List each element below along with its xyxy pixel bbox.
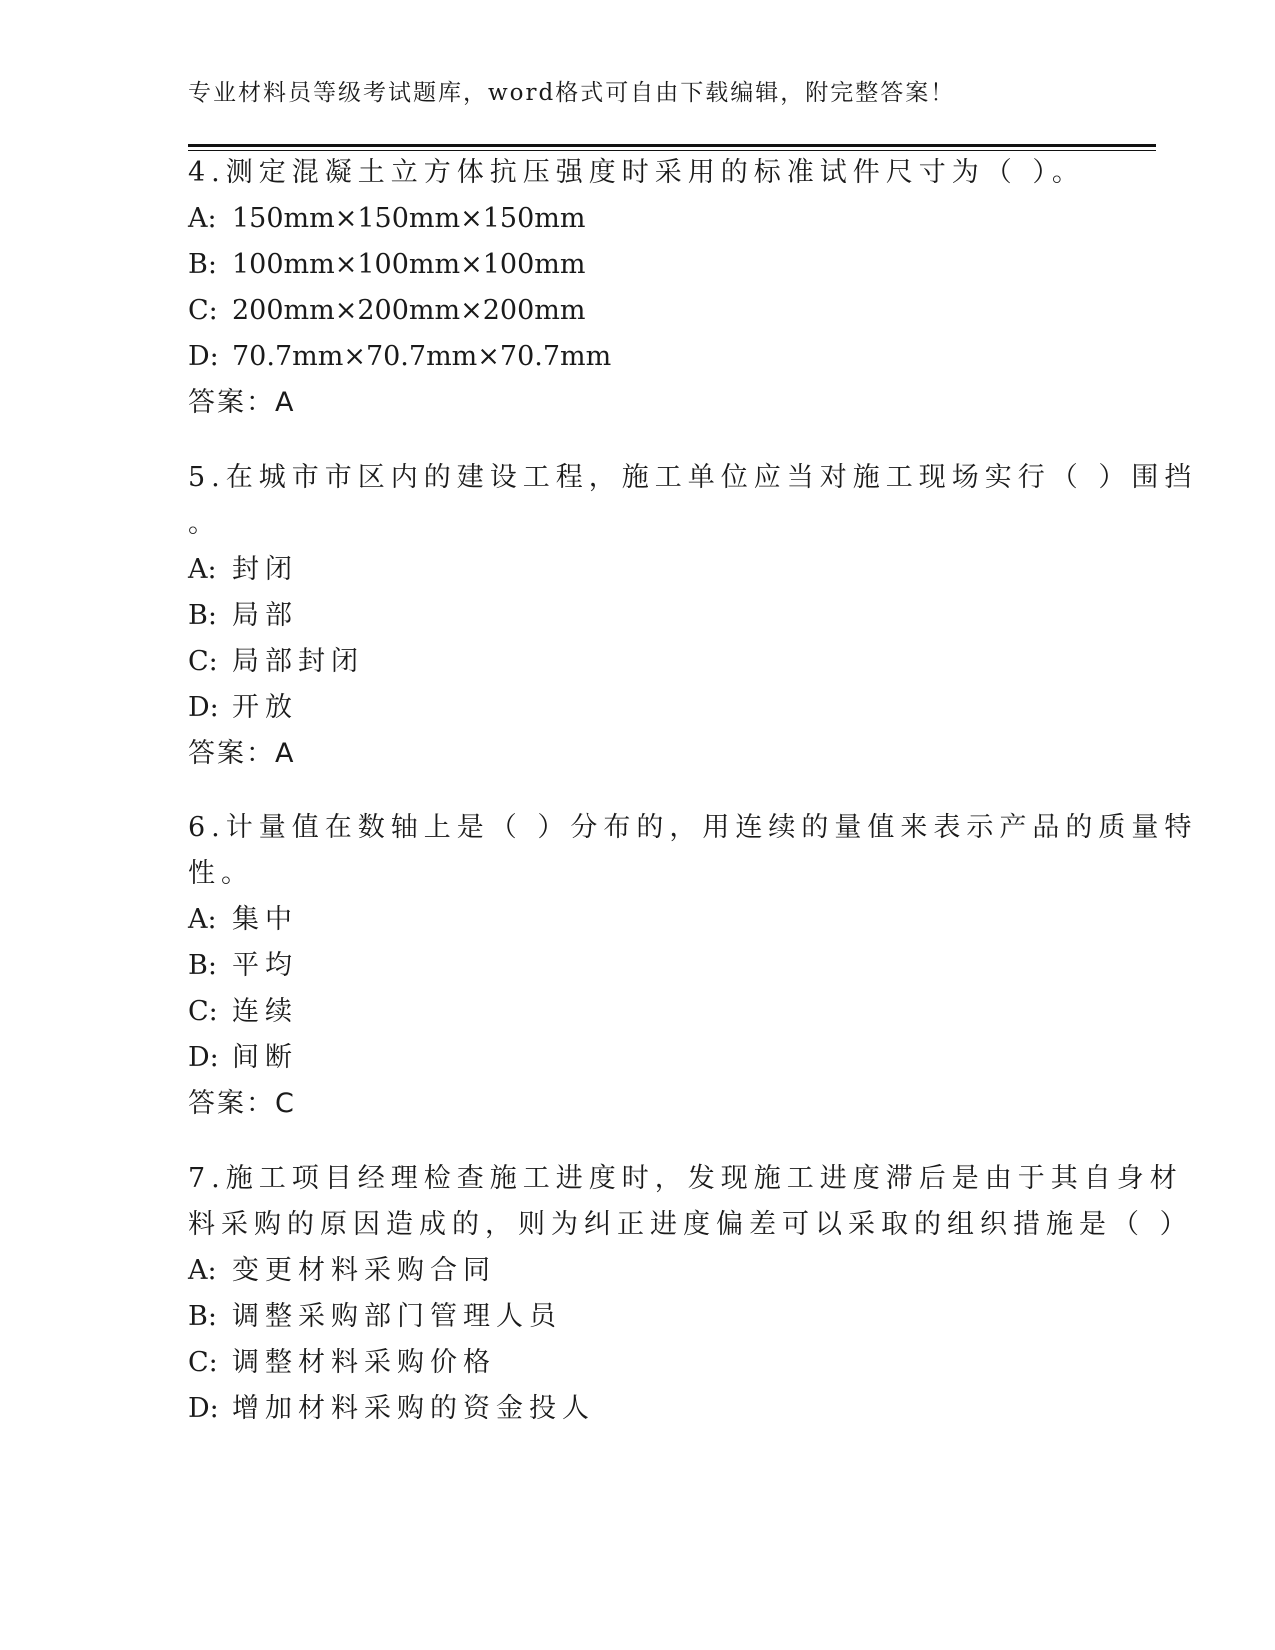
question-stem-continued: 料采购的原因造成的，则为纠正进度偏差可以采取的组织措施是（ ） bbox=[188, 1209, 1193, 1240]
question-stem-continued: 。 bbox=[188, 508, 221, 539]
question-stem: 4.测定混凝土立方体抗压强度时采用的标准试件尺寸为（ ）。 bbox=[188, 157, 1085, 188]
option-letter: B: bbox=[188, 600, 217, 631]
answer-label: 答案： bbox=[188, 738, 275, 769]
option-text: 局部 bbox=[232, 600, 298, 631]
option-text: 100mm×100mm×100mm bbox=[232, 249, 586, 280]
option-text: 开放 bbox=[232, 692, 298, 723]
option-b bbox=[188, 1294, 1088, 1340]
answer-label: 答案： bbox=[188, 1088, 275, 1119]
option-text: 增加材料采购的资金投人 bbox=[232, 1393, 595, 1424]
option-c bbox=[188, 1340, 1088, 1386]
option-text: 150mm×150mm×150mm bbox=[232, 203, 586, 234]
option-d bbox=[188, 1035, 1088, 1081]
option-text: 集中 bbox=[232, 904, 298, 935]
option-text: 连续 bbox=[232, 996, 298, 1027]
question-stem: 6.计量值在数轴上是（ ）分布的，用连续的量值来表示产品的质量特 bbox=[188, 812, 1198, 843]
question-4 bbox=[188, 150, 1088, 426]
option-text: 调整材料采购价格 bbox=[232, 1347, 496, 1378]
option-text: 封闭 bbox=[232, 554, 298, 585]
option-letter: A: bbox=[188, 203, 217, 234]
option-text: 局部封闭 bbox=[232, 646, 364, 677]
option-text: 间断 bbox=[232, 1042, 298, 1073]
option-text: 200mm×200mm×200mm bbox=[232, 295, 586, 326]
question-stem: 7.施工项目经理检查施工进度时，发现施工进度滞后是由于其自身材 bbox=[188, 1163, 1183, 1194]
option-letter: D: bbox=[188, 1042, 219, 1073]
option-letter: B: bbox=[188, 950, 217, 981]
option-a bbox=[188, 196, 1088, 242]
option-letter: B: bbox=[188, 1301, 217, 1332]
option-d bbox=[188, 334, 1088, 380]
option-letter: C: bbox=[188, 1347, 218, 1378]
option-letter: C: bbox=[188, 295, 218, 326]
answer-line bbox=[188, 731, 1088, 777]
option-letter: B: bbox=[188, 249, 217, 280]
question-stem-continued: 性。 bbox=[188, 858, 254, 889]
option-text: 70.7mm×70.7mm×70.7mm bbox=[232, 341, 612, 372]
option-a bbox=[188, 897, 1088, 943]
option-letter: A: bbox=[188, 904, 217, 935]
question-7 bbox=[188, 1156, 1193, 1432]
answer-value: A bbox=[275, 387, 294, 418]
option-letter: D: bbox=[188, 692, 219, 723]
option-b bbox=[188, 943, 1088, 989]
answer-value: A bbox=[275, 738, 294, 769]
option-d bbox=[188, 1386, 1088, 1432]
option-b bbox=[188, 242, 1088, 288]
question-6 bbox=[188, 805, 1198, 1127]
option-text: 调整采购部门管理人员 bbox=[232, 1301, 562, 1332]
option-b bbox=[188, 593, 1088, 639]
answer-line bbox=[188, 1081, 1088, 1127]
option-letter: A: bbox=[188, 554, 217, 585]
option-d bbox=[188, 685, 1088, 731]
option-letter: C: bbox=[188, 996, 218, 1027]
option-text: 变更材料采购合同 bbox=[232, 1255, 496, 1286]
answer-value: C bbox=[275, 1088, 294, 1119]
question-5 bbox=[188, 455, 1198, 777]
option-c bbox=[188, 989, 1088, 1035]
option-letter: D: bbox=[188, 341, 219, 372]
option-letter: A: bbox=[188, 1255, 217, 1286]
answer-line bbox=[188, 380, 1088, 426]
option-text: 平均 bbox=[232, 950, 298, 981]
header-text: 专业材料员等级考试题库，word格式可自由下载编辑，附完整答案！ bbox=[188, 80, 956, 106]
option-a bbox=[188, 547, 1088, 593]
option-letter: C: bbox=[188, 646, 218, 677]
option-letter: D: bbox=[188, 1393, 219, 1424]
answer-label: 答案： bbox=[188, 387, 275, 418]
option-c bbox=[188, 639, 1088, 685]
option-c bbox=[188, 288, 1088, 334]
option-a bbox=[188, 1248, 1088, 1294]
header-rule-thick bbox=[188, 144, 1156, 147]
question-stem: 5.在城市市区内的建设工程，施工单位应当对施工现场实行（ ）围挡 bbox=[188, 462, 1198, 493]
